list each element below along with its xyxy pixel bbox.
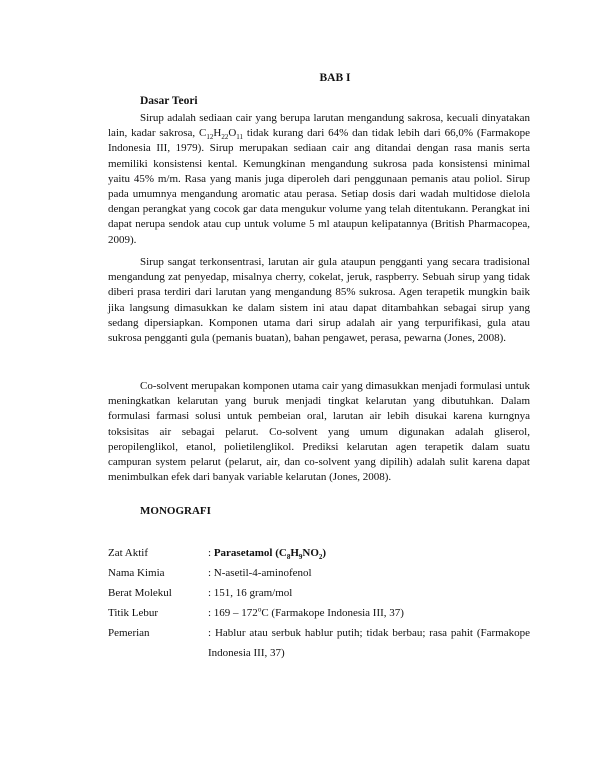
monograph-row — [108, 563, 530, 583]
monograph-label: Pemerian — [108, 627, 150, 639]
paragraph-syrup-concentration: Sirup sangat terkonsentrasi, larutan air gula ataupun pengganti yang secara tradisional mengandung zat penyedap, misalnya cherry, cokelat, jeruk, raspberry. Sebuah sirup yang tidak diberi prasa terdiri dari larutan yang mengandung 85% sukrosa. Agen terapetik mungkin baik jika langsung dimasukkan ke dalam sistem ini atau dapat ditambahkan sebagai sirup yang sedang dipersiapkan. Komponen utama dari sirup adalah air yang terpurifikasi, gula atau sukrosa pengganti gula (pemanis buatan), bahan pengawet, perasa, pewarna (Jones, 2008). — [108, 256, 530, 345]
monograph-label: Berat Molekul — [108, 587, 172, 599]
monograph-value: : 169 – 172$^o$C (Farmakope Indonesia III, 37) — [208, 605, 404, 619]
monograph-value: : Hablur atau serbuk hablur putih; tidak berbau; rasa pahit (Farmakope Indonesia III, 37) — [208, 627, 530, 659]
monograph-row — [108, 543, 530, 563]
monograph-label: Zat Aktif — [108, 547, 149, 559]
monograph-row — [108, 623, 530, 663]
paragraph-syrup-definition: Sirup adalah sediaan cair yang berupa larutan mengandung sakrosa, kecuali dinyatakan lain, kadar sakrosa, $C_{12}H_{22}O_{11}$ tidak kurang dari 64% dan tidak lebih dari 66,0% (Farmakope Indonesia III, 1979). Sirup merupakan sediaan cair ang ditandai dengan rasa manis serta memiliki konsistensi kental. Kemungkinan mengandung sukrosa pada konsistensi minimal yaitu 45% m/m. Rasa yang manis juga diperoleh dari penggunaan pemanis atau poliol. Sirup pada umumnya mengandung aromatic atau perasa. Setiap dosis dari wadah multidose dielola dengan perangkat yang cocok gar data mengukur volume yang telah ditentukann. Perangkat ini dapat nerupa sendok atau cup untuk volume 5 ml ataupun kelipatannya (British Pharmacopea, 2009). — [108, 112, 531, 246]
monograph-row — [108, 583, 530, 603]
monograph-label: Nama Kimia — [108, 567, 165, 579]
monograph-value: : N-asetil-4-aminofenol — [208, 567, 312, 579]
monograph-title: MONOGRAFI — [140, 505, 211, 517]
monograph-value: : Parasetamol $(C_8H_9NO_2)$ — [208, 547, 327, 562]
section-title: Dasar Teori — [140, 95, 198, 107]
monograph-value: : 151, 16 gram/mol — [208, 587, 293, 599]
monograph-table — [108, 543, 530, 663]
paragraph-cosolvent: Co-solvent merupakan komponen utama cair yang dimasukkan menjadi formulasi untuk meningkatkan kelarutan yang buruk menjadi tingkat kelarutan yang dibutuhkan. Dalam formulasi farmasi solusi untuk pembeian oral, larutan air lebih disukai karena kurngnya toksisitas air sebagai pelarut. Co-solvent yang umum digunakan adalah gliserol, peropilenglikol, etanol, polietilenglikol. Prediksi kelarutan agen terapetik dalam suatu campuran system pelarut (pelarut, air, dan co-solvent yang dipilih) adalah sulit karena dapat menimbulkan efek dari banyak variable kelarutan (Jones, 2008). — [108, 380, 530, 484]
monograph-row — [108, 603, 530, 623]
monograph-label: Titik Lebur — [108, 607, 159, 619]
chapter-title: BAB I — [319, 72, 351, 84]
